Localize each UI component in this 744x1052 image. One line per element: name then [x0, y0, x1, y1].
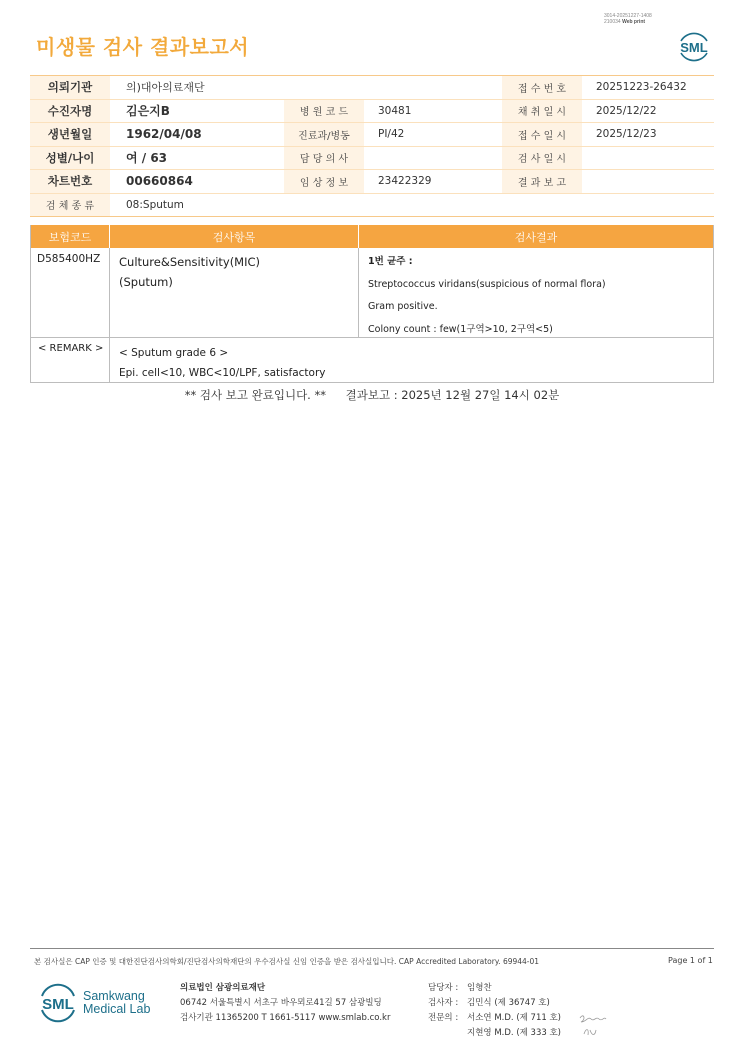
report-time: 결과보고 : 2025년 12월 27일 14시 02분 [345, 388, 560, 402]
staff-row [428, 1011, 561, 1026]
info-row-specimen [30, 194, 714, 218]
receipt-no-value: 20251223-26432 [596, 81, 687, 94]
staff-name: 임형찬 [467, 983, 492, 993]
test-item-line: (Sputum) [119, 275, 173, 289]
address: 06742 서울특별시 서초구 바우뫼로41길 57 삼광빌딩 [180, 998, 382, 1008]
samkwang-logo-icon [37, 981, 79, 1025]
document-code-line2: 210034 [604, 19, 621, 25]
staff-name: 김민식 (제 36747 호) [467, 998, 550, 1008]
doctor-label: 담 당 의 사 [284, 147, 364, 170]
staff-row [428, 996, 561, 1011]
info-row-patient [30, 100, 714, 124]
dept-label: 진료과/병동 [284, 123, 364, 146]
report-label: 결 과 보 고 [502, 170, 582, 193]
staff-role: 담당자 : [428, 983, 459, 993]
institution-label: 의뢰기관 [30, 76, 110, 99]
result-line: Gram positive. [368, 301, 438, 312]
clinical-value: 23422329 [378, 175, 432, 188]
clinical-label: 임 상 정 보 [284, 170, 364, 193]
footer-staff [428, 981, 561, 1041]
header-test-item: 검사항목 [110, 225, 359, 248]
remark-line: Epi. cell<10, WBC<10/LPF, satisfactory [119, 367, 326, 379]
brand-line2: Medical Lab [83, 1002, 151, 1016]
staff-name: 서소연 M.D. (제 711 호) [467, 1013, 562, 1023]
info-row-birth [30, 123, 714, 147]
staff-role: 검사자 : [428, 998, 459, 1008]
test-item [110, 248, 359, 337]
completion-line [0, 387, 744, 403]
completion-message: ** 검사 보고 완료입니다. ** [184, 388, 326, 402]
hospital-code-label: 병 원 코 드 [284, 100, 364, 123]
staff-name: 지현영 M.D. (제 333 호) [467, 1028, 562, 1038]
chart-label: 차트번호 [30, 170, 110, 193]
institution-value: 의)대아의료재단 [126, 81, 205, 95]
footer-divider [30, 948, 714, 949]
result-line: Streptococcus viridans(suspicious of normal flora) [368, 278, 606, 290]
samkwang-logo-text: SML [42, 996, 74, 1013]
remark-line: < Sputum grade 6 > [119, 347, 229, 359]
info-row-sex-age [30, 147, 714, 171]
staff-row [428, 981, 561, 996]
document-code-line1: 3014-20251227-1408 [604, 13, 652, 19]
patient-label: 수진자명 [30, 100, 110, 123]
collect-date-label: 채 취 일 시 [502, 100, 582, 123]
specimen-label: 검 체 종 류 [30, 194, 110, 217]
chart-value: 00660864 [126, 174, 193, 189]
collect-date-value: 2025/12/22 [596, 104, 657, 117]
remark-text [110, 338, 713, 382]
sex-age-label: 성별/나이 [30, 147, 110, 170]
receipt-date-value: 2025/12/23 [596, 128, 657, 141]
result-table-header [31, 225, 713, 248]
page-number: Page 1 of 1 [668, 956, 713, 965]
test-item-line: Culture&Sensitivity(MIC) [119, 255, 261, 269]
footer-address [180, 981, 390, 1026]
hospital-code-value: 30481 [378, 104, 412, 117]
web-print-label: Web print [622, 19, 646, 25]
info-row-institution [30, 76, 714, 100]
receipt-no-label: 접 수 번 호 [502, 76, 582, 99]
page-title: 미생물 검사 결과보고서 [36, 35, 250, 59]
sml-logo-icon [675, 27, 713, 65]
specimen-value: 08:Sputum [126, 198, 184, 211]
sex-age-value: 여 / 63 [126, 151, 168, 166]
result-line: 1번 균주 : [368, 256, 413, 267]
document-code [604, 13, 652, 25]
staff-row [428, 1026, 561, 1041]
result-line: Colony count : few(1구역>10, 2구역<5) [368, 323, 553, 335]
result-table [30, 225, 714, 383]
sml-logo-text: SML [680, 40, 708, 55]
insurance-code: D585400HZ [31, 248, 110, 337]
result-row [31, 248, 713, 338]
patient-info-table [30, 75, 714, 217]
accreditation-note: 본 검사실은 CAP 인증 및 대한진단검사의학회/진단검사의학재단의 우수검사실 신임 인증을 받은 검사실입니다. CAP Accredited Laboratory. 69944-01 [34, 957, 540, 966]
signature-icon [576, 1010, 610, 1040]
contact: 검사기관 11365200 T 1661-5117 www.smlab.co.kr [180, 1013, 391, 1023]
footer-brand [83, 990, 150, 1016]
test-date-label: 검 사 일 시 [502, 147, 582, 170]
remark-label: < REMARK > [31, 338, 110, 382]
test-result [359, 248, 713, 337]
patient-value: 김은지B [126, 104, 170, 119]
header-insurance-code: 보험코드 [31, 225, 110, 248]
staff-role: 전문의 : [428, 1013, 459, 1023]
org-name: 의료법인 삼광의료재단 [180, 983, 266, 993]
birth-label: 생년월일 [30, 123, 110, 146]
brand-line1: Samkwang [83, 989, 145, 1003]
staff-role [428, 1026, 467, 1041]
info-row-chart [30, 170, 714, 194]
dept-value: PI/42 [378, 128, 405, 141]
remark-row [31, 338, 713, 382]
birth-value: 1962/04/08 [126, 127, 202, 142]
receipt-date-label: 접 수 일 시 [502, 123, 582, 146]
header-test-result: 검사결과 [514, 230, 558, 244]
